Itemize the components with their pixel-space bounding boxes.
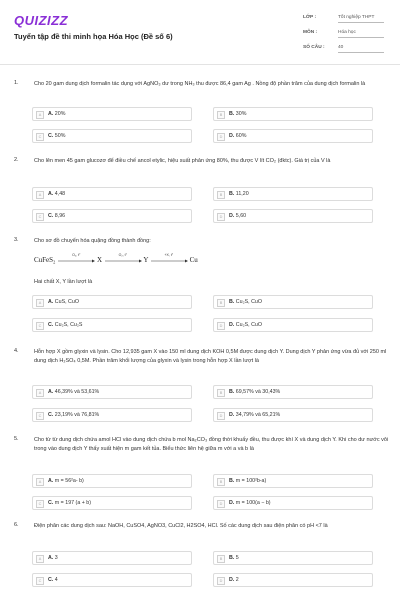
option-text: 2 bbox=[235, 576, 239, 583]
option-label: D. bbox=[229, 411, 235, 418]
option-badge: B bbox=[217, 299, 225, 307]
arrow-1 bbox=[57, 253, 95, 264]
option-text: Cu₂S, CuO bbox=[235, 321, 262, 328]
option-d[interactable] bbox=[213, 129, 373, 143]
option-d[interactable] bbox=[213, 318, 373, 332]
diagram-start: CuFeS₂ bbox=[34, 256, 56, 264]
option-label: A. bbox=[48, 298, 54, 305]
option-c[interactable] bbox=[32, 573, 192, 587]
question-number: 4. bbox=[14, 348, 19, 354]
option-text: 23,19% và 76,81% bbox=[54, 411, 100, 418]
option-badge: A bbox=[36, 191, 44, 199]
option-text: 4,48 bbox=[54, 190, 66, 197]
option-label: D. bbox=[229, 321, 235, 328]
option-badge: A bbox=[36, 389, 44, 397]
option-badge: B bbox=[217, 111, 225, 119]
arrow-condition: O₂, t° bbox=[118, 253, 128, 258]
option-badge: B bbox=[217, 389, 225, 397]
option-label: B. bbox=[229, 554, 235, 561]
conversion-diagram bbox=[34, 253, 198, 264]
option-a[interactable] bbox=[32, 551, 192, 565]
question-number: 3. bbox=[14, 237, 19, 243]
option-text: m = 100²b-a) bbox=[235, 477, 267, 484]
option-label: B. bbox=[229, 388, 235, 395]
option-text: 60% bbox=[235, 132, 247, 139]
option-badge: C bbox=[36, 412, 44, 420]
question-text: Hỗn hợp X gồm glyxin và lysin. Cho 12,935 gam X vào 150 ml dung dịch KOH 0,5M được dung dịch Y. Dung dịch Y phản ứng vừa đủ với 250 ml dung dịch H₂SO₄ 0,5M. Phần trăm khối lượng của glyxin và lysin trong hỗn hợp X lần lượt là bbox=[34, 349, 387, 364]
option-badge: C bbox=[36, 500, 44, 508]
arrow-right-icon bbox=[104, 259, 142, 263]
option-a[interactable] bbox=[32, 187, 192, 201]
option-label: D. bbox=[229, 212, 235, 219]
arrow-3 bbox=[150, 253, 188, 264]
option-b[interactable] bbox=[213, 474, 373, 488]
option-text: 34,79% và 65,21% bbox=[235, 411, 281, 418]
option-a[interactable] bbox=[32, 385, 192, 399]
diagram-y: Y bbox=[143, 256, 149, 264]
arrow-condition: O₂, t° bbox=[72, 253, 81, 258]
option-d[interactable] bbox=[213, 408, 373, 422]
option-badge: A bbox=[36, 478, 44, 486]
option-label: C. bbox=[48, 132, 54, 139]
option-badge: C bbox=[36, 322, 44, 330]
option-c[interactable] bbox=[32, 408, 192, 422]
option-label: C. bbox=[48, 576, 54, 583]
option-text: CuS, CuO bbox=[54, 298, 79, 305]
option-badge: D bbox=[217, 412, 225, 420]
question-number: 2. bbox=[14, 157, 19, 163]
option-badge: B bbox=[217, 478, 225, 486]
option-badge: D bbox=[217, 133, 225, 141]
option-label: A. bbox=[48, 388, 54, 395]
option-badge: C bbox=[36, 133, 44, 141]
option-label: B. bbox=[229, 298, 235, 305]
question-subtext: Hai chất X, Y lần lượt là bbox=[34, 279, 93, 285]
option-text: 5 bbox=[235, 554, 239, 561]
option-d[interactable] bbox=[213, 496, 373, 510]
option-c[interactable] bbox=[32, 496, 192, 510]
option-text: 50% bbox=[54, 132, 66, 139]
option-text: 20% bbox=[54, 110, 66, 117]
option-badge: D bbox=[217, 500, 225, 508]
option-text: Cu₂S, CuO bbox=[235, 298, 262, 305]
option-b[interactable] bbox=[213, 295, 373, 309]
option-badge: C bbox=[36, 577, 44, 585]
option-label: B. bbox=[229, 110, 235, 117]
option-c[interactable] bbox=[32, 318, 192, 332]
arrow-condition: +X, t° bbox=[164, 253, 174, 258]
option-badge: A bbox=[36, 111, 44, 119]
question-text: Cho từ từ dung dịch chứa amol HCl vào dung dịch chứa b mol Na₂CO₃ đồng thời khuấy đều, thu được khí X và dung dịch Y. Khi cho dư nước vôi trong vào dung dịch Y thấy xuất hiện m gam kết tủa. Biểu thức liên hệ giữa m với a và b là bbox=[34, 437, 389, 452]
option-badge: A bbox=[36, 555, 44, 563]
option-badge: C bbox=[36, 213, 44, 221]
option-text: 5,60 bbox=[235, 212, 247, 219]
option-label: C. bbox=[48, 499, 54, 506]
question-text: Cho lên men 45 gam glucozơ để điều chế ancol etylic, hiệu suất phản ứng 80%, thu được V lít CO₂ (đktc). Giá trị của V là bbox=[34, 158, 331, 164]
question-number: 1. bbox=[14, 80, 19, 86]
question-number: 5. bbox=[14, 436, 19, 442]
meta-count-value: 40 bbox=[338, 45, 384, 53]
option-badge: B bbox=[217, 555, 225, 563]
option-label: A. bbox=[48, 110, 54, 117]
option-text: 46,39% và 53,61% bbox=[54, 388, 100, 395]
option-badge: B bbox=[217, 191, 225, 199]
arrow-right-icon bbox=[150, 259, 188, 263]
meta-class-value: Tốt nghiệp THPT bbox=[338, 15, 384, 23]
option-b[interactable] bbox=[213, 551, 373, 565]
option-label: A. bbox=[48, 190, 54, 197]
option-text: 3 bbox=[54, 554, 58, 561]
arrow-right-icon bbox=[57, 259, 95, 263]
option-d[interactable] bbox=[213, 209, 373, 223]
option-label: B. bbox=[229, 477, 235, 484]
option-label: A. bbox=[48, 477, 54, 484]
option-label: D. bbox=[229, 576, 235, 583]
option-b[interactable] bbox=[213, 385, 373, 399]
header-divider bbox=[0, 64, 400, 65]
option-label: C. bbox=[48, 321, 54, 328]
option-c[interactable] bbox=[32, 129, 192, 143]
option-text: 69,57% và 30,43% bbox=[235, 388, 281, 395]
option-text: 4 bbox=[54, 576, 58, 583]
option-b[interactable] bbox=[213, 187, 373, 201]
option-badge: D bbox=[217, 322, 225, 330]
option-text: m = 56²a- b) bbox=[54, 477, 84, 484]
option-text: m = 197 (a + b) bbox=[54, 499, 92, 506]
option-text: 30% bbox=[235, 110, 247, 117]
question-text: Cho 20 gam dung dịch formalin tác dụng với AgNO₃ dư trong NH₃ thu được 86,4 gam Ag . Nồng độ phần trăm của dung dịch formalin là bbox=[34, 81, 366, 87]
diagram-end: Cu bbox=[189, 256, 198, 264]
option-label: C. bbox=[48, 212, 54, 219]
meta-subject-label: MÔN : bbox=[303, 30, 318, 35]
meta-class-label: LỚP : bbox=[303, 15, 317, 20]
option-text: 8,96 bbox=[54, 212, 66, 219]
option-a[interactable] bbox=[32, 295, 192, 309]
option-d[interactable] bbox=[213, 573, 373, 587]
diagram-x: X bbox=[97, 256, 103, 264]
option-label: C. bbox=[48, 411, 54, 418]
meta-subject-value: Hóa học bbox=[338, 30, 384, 38]
option-badge: A bbox=[36, 299, 44, 307]
page-header bbox=[0, 0, 400, 62]
option-a[interactable] bbox=[32, 107, 192, 121]
quizizz-logo: QUIZIZZ bbox=[14, 13, 69, 28]
option-text: 11,20 bbox=[235, 190, 249, 197]
option-a[interactable] bbox=[32, 474, 192, 488]
option-label: A. bbox=[48, 554, 54, 561]
option-label: B. bbox=[229, 190, 235, 197]
question-text: Điện phân các dung dịch sau: NaOH, CuSO4, AgNO3, CuCl2, H2SO4, HCl. Số các dung dịch sau điện phân có pH <7 là bbox=[34, 523, 328, 529]
question-text: Cho sơ đồ chuyển hóa quặng đồng thành đồng: bbox=[34, 238, 151, 244]
option-label: D. bbox=[229, 132, 235, 139]
arrow-2 bbox=[104, 253, 142, 264]
option-badge: D bbox=[217, 213, 225, 221]
option-text: m = 100(a − b) bbox=[235, 499, 271, 506]
option-text: Cu₂S, Cu₂S bbox=[54, 321, 83, 328]
document-title: Tuyển tập đề thi minh họa Hóa Học (Đề số 6) bbox=[14, 32, 173, 41]
option-c[interactable] bbox=[32, 209, 192, 223]
option-b[interactable] bbox=[213, 107, 373, 121]
meta-count-label: SỐ CÂU : bbox=[303, 45, 325, 50]
option-label: D. bbox=[229, 499, 235, 506]
option-badge: D bbox=[217, 577, 225, 585]
question-number: 6. bbox=[14, 522, 19, 528]
